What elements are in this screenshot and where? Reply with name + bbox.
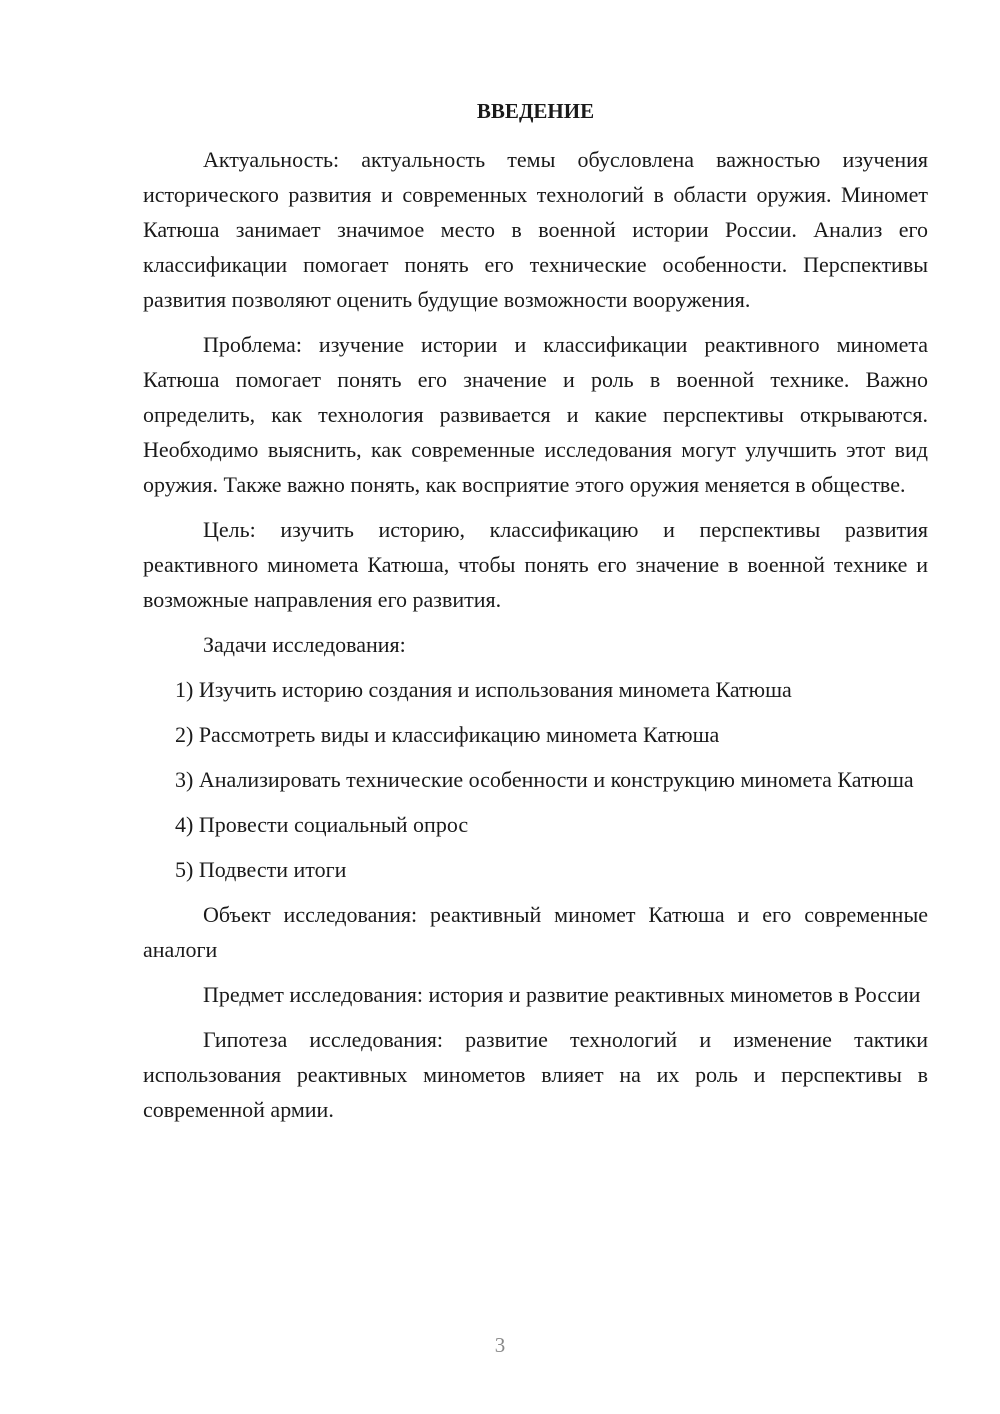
relevance-paragraph: Актуальность: актуальность темы обусловлена важностью изучения исторического развития и современных технологий в области оружия. Миномет Катюша занимает значимое место в военной истории России. Анализ его классификации помогает понять его технические особенности. Перспективы развития позволяют оценить будущие возможности вооружения.	[143, 147, 928, 312]
task-item: 4) Провести социальный опрос	[175, 812, 469, 837]
task-item: 3) Анализировать технические особенности и конструкцию миномета Катюша	[175, 767, 914, 792]
problem-paragraph: Проблема: изучение истории и классификации реактивного миномета Катюша помогает понять его значение и роль в военной технике. Важно определить, как технология развивается и какие перспективы открываются. Необходимо выяснить, как современные исследования могут улучшить этот вид оружия. Также важно понять, как восприятие этого оружия меняется в обществе.	[143, 332, 928, 497]
subject-paragraph: Предмет исследования: история и развитие реактивных минометов в России	[203, 982, 921, 1007]
page-number: 3	[494, 1333, 506, 1357]
task-item: 1) Изучить историю создания и использования миномета Катюша	[175, 677, 792, 702]
hypothesis-paragraph: Гипотеза исследования: развитие технологий и изменение тактики использования реактивных минометов влияет на их роль и перспективы в современной армии.	[143, 1027, 928, 1122]
object-paragraph: Объект исследования: реактивный миномет Катюша и его современные аналоги	[143, 902, 928, 962]
task-item: 5) Подвести итоги	[175, 857, 347, 882]
task-item: 2) Рассмотреть виды и классификацию миномета Катюша	[175, 722, 720, 747]
section-title: ВВЕДЕНИЕ	[476, 99, 595, 123]
document-page	[143, 94, 928, 1137]
goal-paragraph: Цель: изучить историю, классификацию и перспективы развития реактивного миномета Катюша, чтобы понять его значение в военной технике и возможные направления его развития.	[143, 517, 928, 612]
tasks-list	[143, 672, 928, 887]
tasks-heading: Задачи исследования:	[203, 632, 406, 657]
